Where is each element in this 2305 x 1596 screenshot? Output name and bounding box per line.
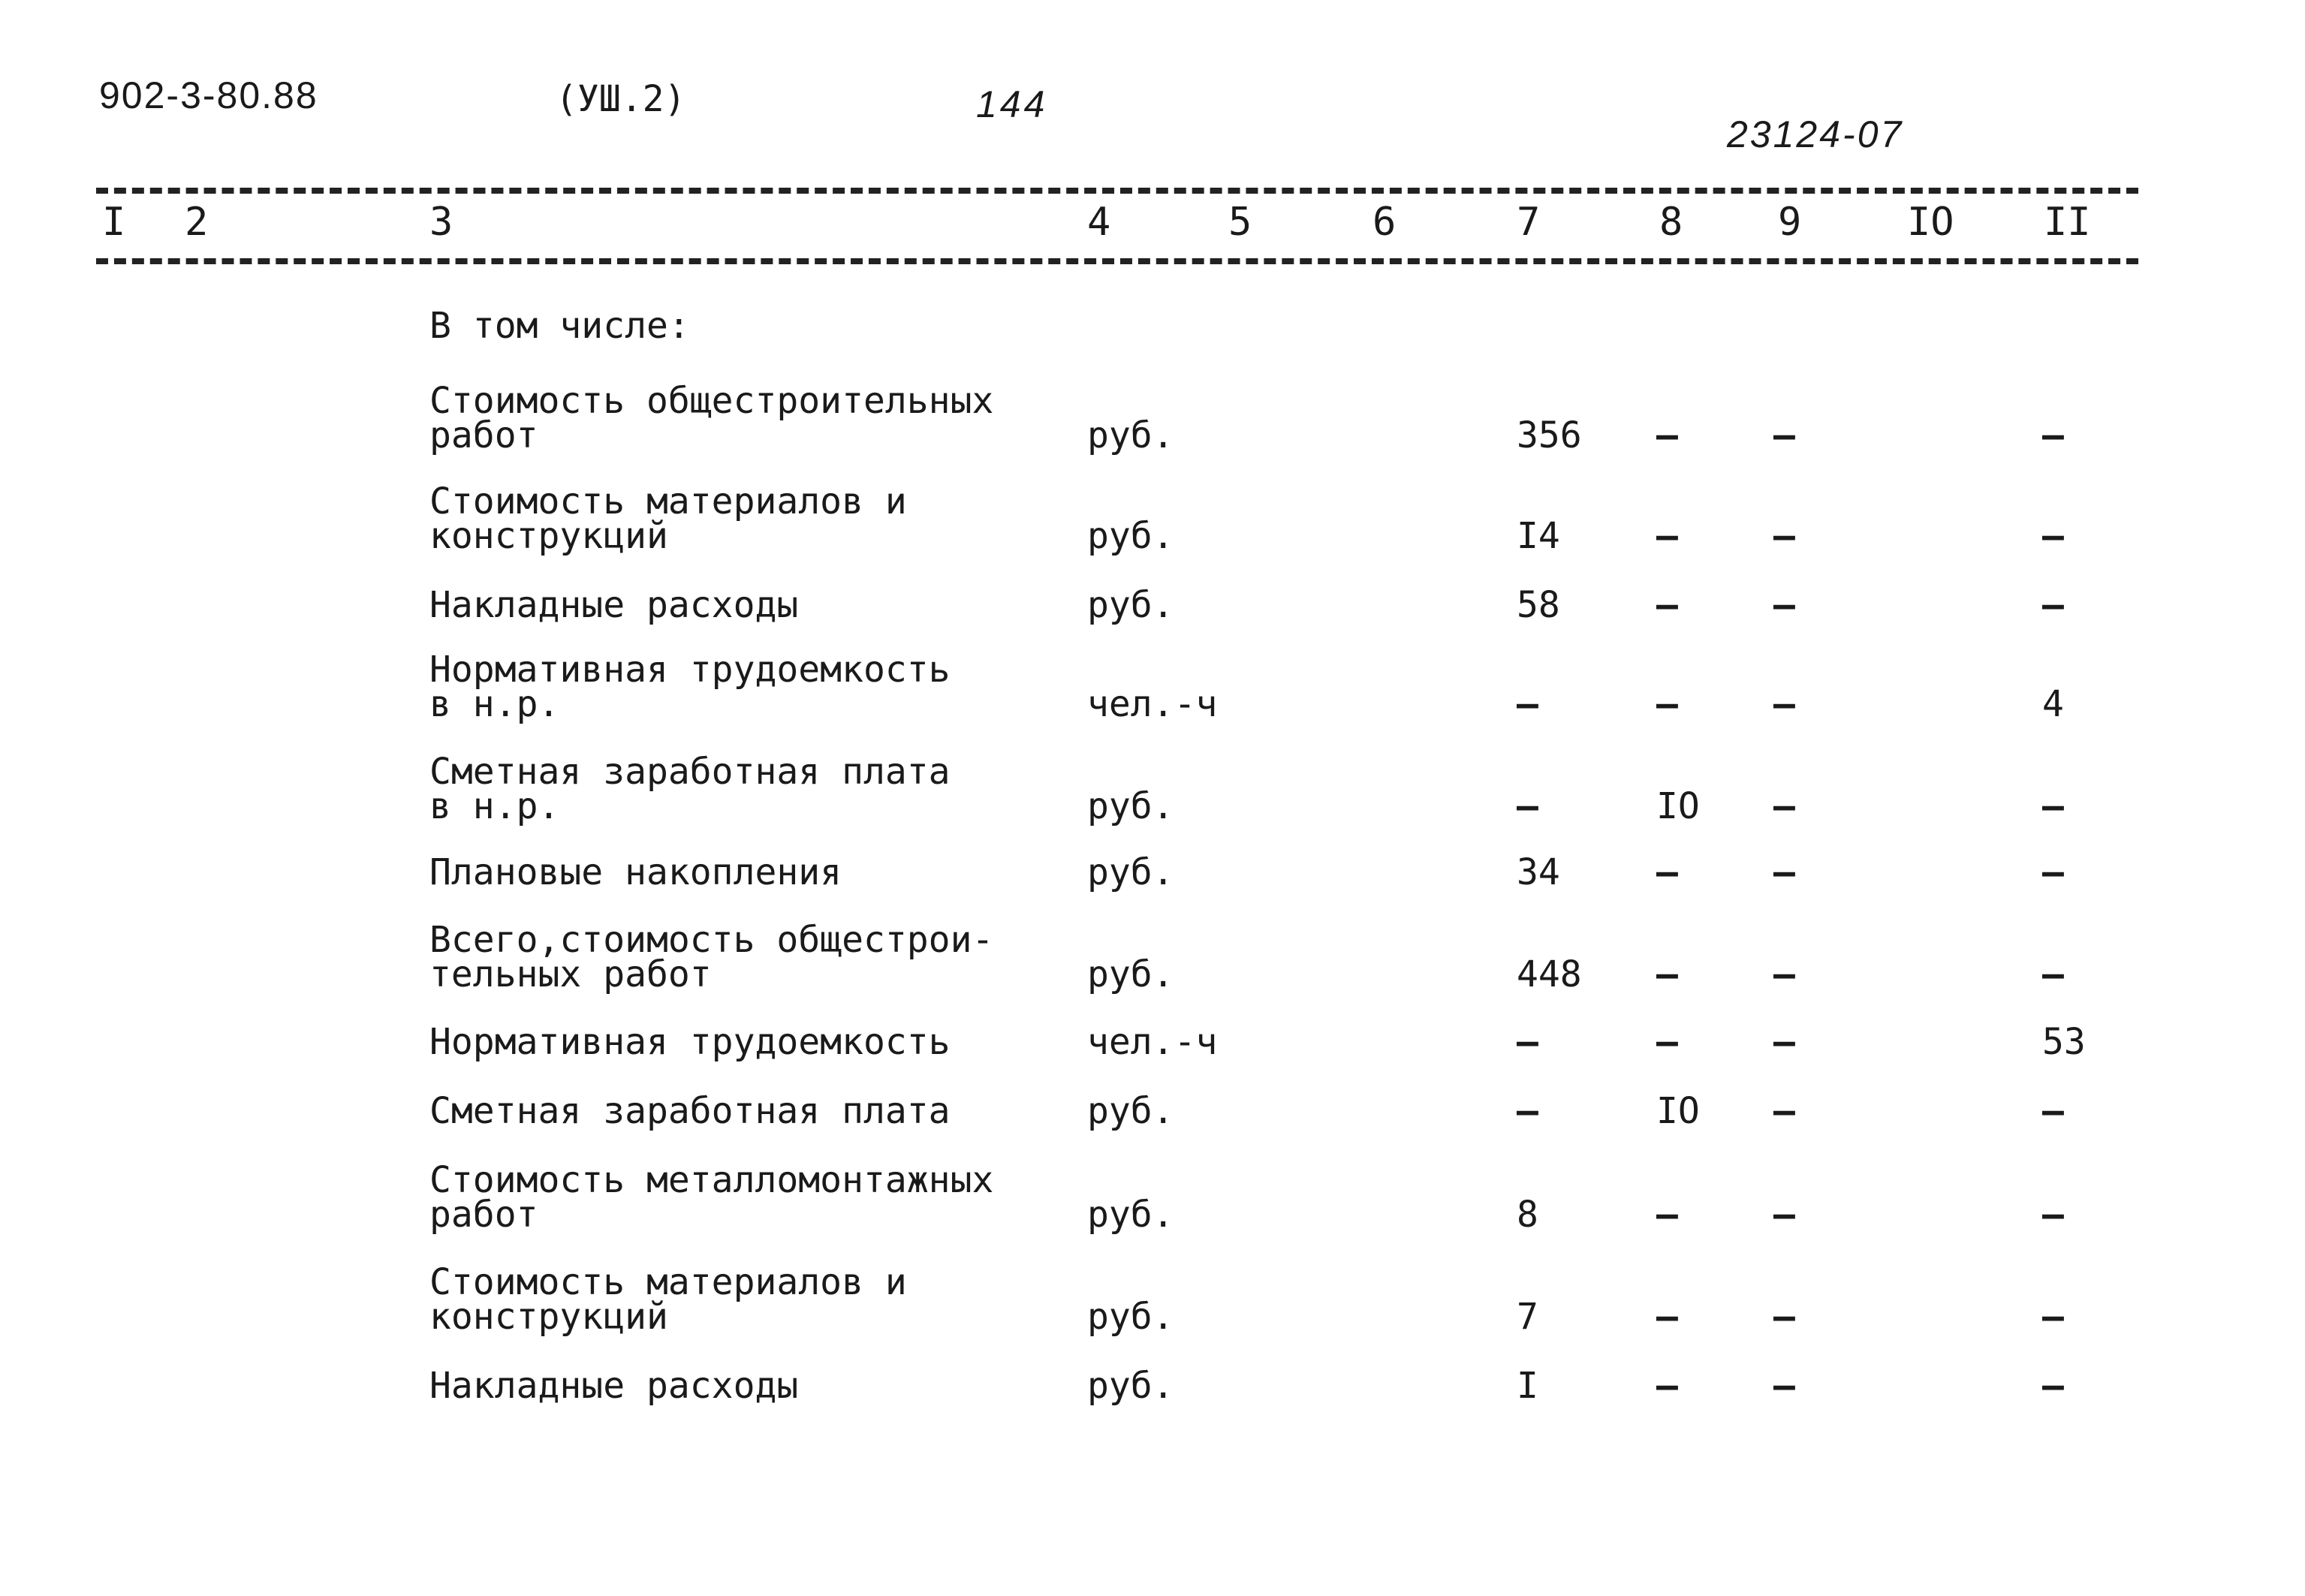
- row-unit: руб.: [1087, 1194, 1174, 1236]
- row-col7-value: 448: [1517, 953, 1582, 995]
- row-col8-value: IO: [1656, 1090, 1700, 1132]
- column-number-5: 5: [1228, 200, 1252, 245]
- row-col8-value: –: [1656, 851, 1678, 893]
- row-col7-value: 58: [1517, 584, 1560, 626]
- row-col8-value: –: [1656, 1021, 1678, 1063]
- row-description: Сметная заработная плата: [429, 1090, 951, 1132]
- row-unit: руб.: [1087, 584, 1174, 626]
- row-col7-value: –: [1517, 1090, 1538, 1132]
- column-number-10: IO: [1907, 200, 1954, 245]
- column-number-2: 2: [185, 200, 209, 245]
- row-col11-value: –: [2042, 414, 2064, 456]
- row-description: тельных работ: [429, 953, 712, 995]
- row-description: работ: [429, 414, 538, 456]
- row-description: в н.р.: [429, 785, 560, 827]
- row-col11-value: –: [2042, 1365, 2064, 1407]
- row-unit: руб.: [1087, 1090, 1174, 1132]
- row-unit: руб.: [1087, 851, 1174, 893]
- row-description: Стоимость материалов и: [429, 1261, 907, 1303]
- row-unit: чел.-ч: [1087, 1021, 1218, 1063]
- row-unit: руб.: [1087, 1365, 1174, 1407]
- row-col7-value: –: [1517, 785, 1538, 827]
- row-description: Нормативная трудоемкость: [429, 1021, 951, 1063]
- row-col8-value: –: [1656, 1365, 1678, 1407]
- row-unit: руб.: [1087, 414, 1174, 456]
- column-number-3: 3: [429, 200, 453, 245]
- column-number-1: I: [102, 200, 126, 245]
- row-description: в н.р.: [429, 683, 560, 725]
- row-col7-value: –: [1517, 1021, 1538, 1063]
- row-description: Сметная заработная плата: [429, 751, 951, 793]
- row-col7-value: 356: [1517, 414, 1582, 456]
- row-col11-value: –: [2042, 851, 2064, 893]
- row-col9-value: –: [1773, 1021, 1795, 1063]
- row-unit: руб.: [1087, 785, 1174, 827]
- row-col7-value: 8: [1517, 1194, 1538, 1236]
- row-col7-value: I4: [1517, 515, 1560, 557]
- document-number: 902-3-80.88: [99, 74, 318, 116]
- row-unit: чел.-ч: [1087, 683, 1218, 725]
- header-rule-top: [96, 188, 2138, 194]
- row-description: Плановые накопления: [429, 851, 842, 893]
- row-description: Всего,стоимость общестрои-: [429, 919, 994, 961]
- row-col11-value: –: [2042, 1296, 2064, 1338]
- row-description: конструкций: [429, 515, 668, 557]
- page-number: 144: [976, 83, 1048, 125]
- row-col9-value: –: [1773, 785, 1795, 827]
- row-description: конструкций: [429, 1296, 668, 1338]
- section-label: (УШ.2): [556, 78, 686, 120]
- row-col11-value: 4: [2042, 683, 2064, 725]
- row-col8-value: –: [1656, 584, 1678, 626]
- row-col7-value: I: [1517, 1365, 1538, 1407]
- row-description: работ: [429, 1194, 538, 1236]
- row-col9-value: –: [1773, 683, 1795, 725]
- table-intro: В том числе:: [429, 305, 690, 347]
- column-number-4: 4: [1087, 200, 1111, 245]
- row-col11-value: –: [2042, 953, 2064, 995]
- row-col9-value: –: [1773, 1296, 1795, 1338]
- row-col11-value: –: [2042, 515, 2064, 557]
- row-col9-value: –: [1773, 414, 1795, 456]
- row-unit: руб.: [1087, 515, 1174, 557]
- row-col9-value: –: [1773, 851, 1795, 893]
- row-col8-value: –: [1656, 953, 1678, 995]
- row-col11-value: –: [2042, 1194, 2064, 1236]
- row-col8-value: –: [1656, 683, 1678, 725]
- row-description: Нормативная трудоемкость: [429, 649, 951, 691]
- column-number-8: 8: [1659, 200, 1683, 245]
- row-description: Стоимость общестроительных: [429, 380, 994, 422]
- row-col8-value: –: [1656, 515, 1678, 557]
- row-col11-value: 53: [2042, 1021, 2086, 1063]
- row-unit: руб.: [1087, 1296, 1174, 1338]
- row-col9-value: –: [1773, 584, 1795, 626]
- column-number-11: II: [2044, 200, 2091, 245]
- row-col9-value: –: [1773, 515, 1795, 557]
- row-col9-value: –: [1773, 953, 1795, 995]
- header-rule-bottom: [96, 258, 2138, 264]
- row-col7-value: –: [1517, 683, 1538, 725]
- row-description: Накладные расходы: [429, 584, 799, 626]
- row-col11-value: –: [2042, 1090, 2064, 1132]
- row-col9-value: –: [1773, 1194, 1795, 1236]
- column-number-6: 6: [1372, 200, 1397, 245]
- row-col8-value: IO: [1656, 785, 1700, 827]
- row-col9-value: –: [1773, 1365, 1795, 1407]
- row-description: Накладные расходы: [429, 1365, 799, 1407]
- row-col11-value: –: [2042, 785, 2064, 827]
- column-number-9: 9: [1778, 200, 1802, 245]
- row-unit: руб.: [1087, 953, 1174, 995]
- column-number-7: 7: [1517, 200, 1541, 245]
- row-col8-value: –: [1656, 1194, 1678, 1236]
- row-col9-value: –: [1773, 1090, 1795, 1132]
- row-col8-value: –: [1656, 414, 1678, 456]
- row-col7-value: 7: [1517, 1296, 1538, 1338]
- row-col8-value: –: [1656, 1296, 1678, 1338]
- row-col11-value: –: [2042, 584, 2064, 626]
- row-description: Стоимость материалов и: [429, 480, 907, 522]
- row-col7-value: 34: [1517, 851, 1560, 893]
- row-description: Стоимость металломонтажных: [429, 1159, 994, 1201]
- document-code: 23124-07: [1727, 113, 1904, 155]
